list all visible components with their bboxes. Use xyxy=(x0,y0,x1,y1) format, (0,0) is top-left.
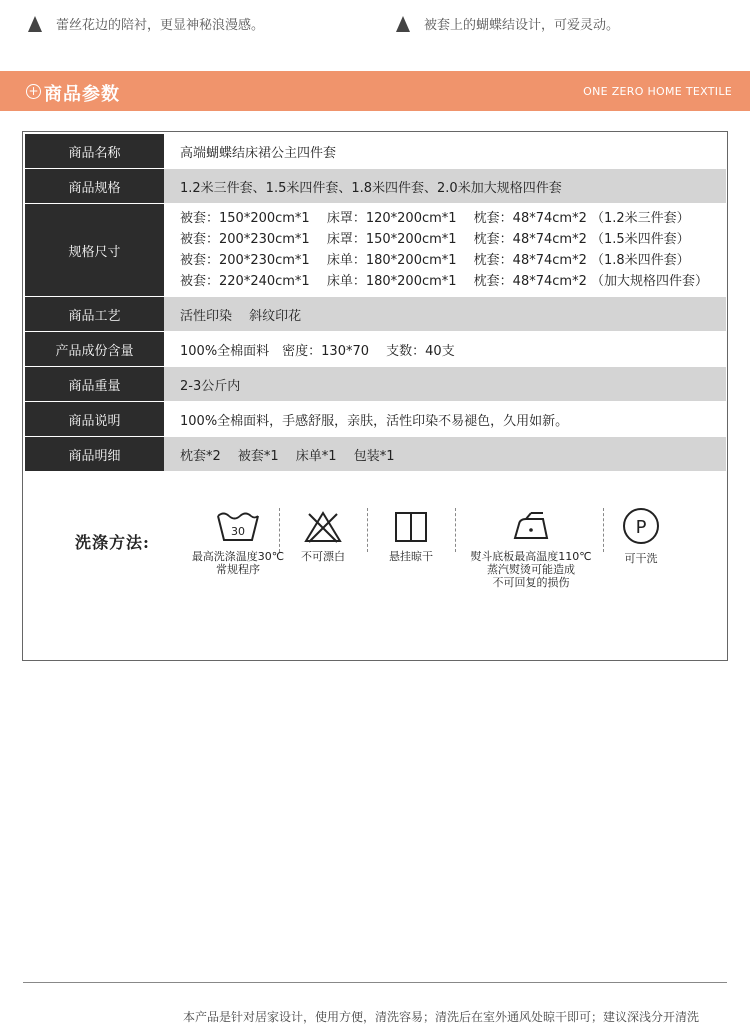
wash-text: 不可漂白 xyxy=(301,550,345,563)
footnote: 本产品是针对居家设计，使用方便，清洗容易；清洗后在室外通风处晾干即可；建议深浅分开清洗 xyxy=(183,1010,700,1024)
param-row-detail xyxy=(25,437,726,471)
param-row-content xyxy=(25,332,726,366)
param-label: 商品明细 xyxy=(25,437,164,471)
params-frame xyxy=(22,131,728,1024)
hang-dry-icon xyxy=(393,510,429,544)
param-value: 活性印染 斜纹印花 xyxy=(164,297,726,331)
param-value: 高端蝴蝶结床裙公主四件套 xyxy=(164,134,726,168)
top-notes xyxy=(0,0,750,62)
section-banner xyxy=(0,71,750,111)
param-label: 商品工艺 xyxy=(25,297,164,331)
section-title: 商品参数 xyxy=(44,84,120,105)
note-bow xyxy=(396,14,619,33)
params-table xyxy=(25,133,726,472)
dry-clean-p-icon xyxy=(621,506,661,546)
wash-title: 洗涤方法: xyxy=(75,533,150,552)
divider xyxy=(603,508,604,552)
wash-section xyxy=(23,502,727,1024)
wash-text: 最高洗涤温度30℃ xyxy=(191,550,285,563)
size-line: 被套：200*230cm*1 床罩：150*200cm*1 枕套：48*74cm*2 （1.5米四件套） xyxy=(180,232,690,247)
param-label: 商品名称 xyxy=(25,134,164,168)
param-value: 1.2米三件套、1.5米四件套、1.8米四件套、2.0米加大规格四件套 xyxy=(164,169,726,203)
note-text: 被套上的蝴蝶结设计，可爱灵动。 xyxy=(424,18,620,33)
param-value: 2-3公斤内 xyxy=(164,367,726,401)
section-divider xyxy=(23,982,727,983)
brand-subtitle: ONE ZERO HOME TEXTILE xyxy=(583,85,732,98)
wash-item-30 xyxy=(183,510,293,576)
wash-item-iron xyxy=(461,510,601,589)
param-row-weight xyxy=(25,367,726,401)
wash-text: 可干洗 xyxy=(624,552,658,565)
wash-item-no-bleach xyxy=(291,510,355,563)
param-value: 100%全棉面料，手感舒服，亲肤，活性印染不易褪色，久用如新。 xyxy=(164,402,726,436)
param-value: 100%全棉面料 密度：130*70 支数：40支 xyxy=(164,332,726,366)
size-line: 被套：150*200cm*1 床罩：120*200cm*1 枕套：48*74cm*2 （1.2米三件套） xyxy=(180,211,690,226)
iron-icon xyxy=(509,510,553,544)
wash-text: 常规程序 xyxy=(216,563,260,576)
wash-item-hang-dry xyxy=(379,510,443,563)
divider xyxy=(455,508,456,552)
note-lace xyxy=(28,14,264,33)
divider xyxy=(367,508,368,552)
param-row-size xyxy=(25,204,726,296)
param-value: 枕套*2 被套*1 床单*1 包装*1 xyxy=(164,437,726,471)
param-row-name xyxy=(25,134,726,168)
wash-text: 悬挂晾干 xyxy=(389,550,433,563)
no-bleach-icon xyxy=(303,510,343,544)
param-row-spec xyxy=(25,169,726,203)
wash-text: 不可回复的损伤 xyxy=(492,576,570,589)
size-line: 被套：220*240cm*1 床单：180*200cm*1 枕套：48*74cm*2 （加大规格四件套） xyxy=(180,274,708,289)
triangle-icon xyxy=(396,16,410,32)
param-label: 商品说明 xyxy=(25,402,164,436)
param-label: 规格尺寸 xyxy=(25,204,164,296)
wash-text: 蒸汽熨烫可能造成 xyxy=(487,563,575,576)
param-row-craft xyxy=(25,297,726,331)
wash-item-dry-clean xyxy=(609,510,673,565)
wash-30-icon xyxy=(215,510,261,544)
svg-text:P: P xyxy=(635,517,647,538)
triangle-icon xyxy=(28,16,42,32)
wash-text: 熨斗底板最高温度110℃ xyxy=(470,550,592,563)
param-value xyxy=(164,204,726,296)
size-line: 被套：200*230cm*1 床单：180*200cm*1 枕套：48*74cm*2 （1.8米四件套） xyxy=(180,253,690,268)
param-row-desc xyxy=(25,402,726,436)
param-label: 商品规格 xyxy=(25,169,164,203)
param-label: 产品成份含量 xyxy=(25,332,164,366)
svg-text:30: 30 xyxy=(231,525,245,538)
param-label: 商品重量 xyxy=(25,367,164,401)
note-text: 蕾丝花边的陪衬，更显神秘浪漫感。 xyxy=(56,18,265,33)
divider xyxy=(279,508,280,552)
plus-circle-icon: + xyxy=(26,84,41,99)
